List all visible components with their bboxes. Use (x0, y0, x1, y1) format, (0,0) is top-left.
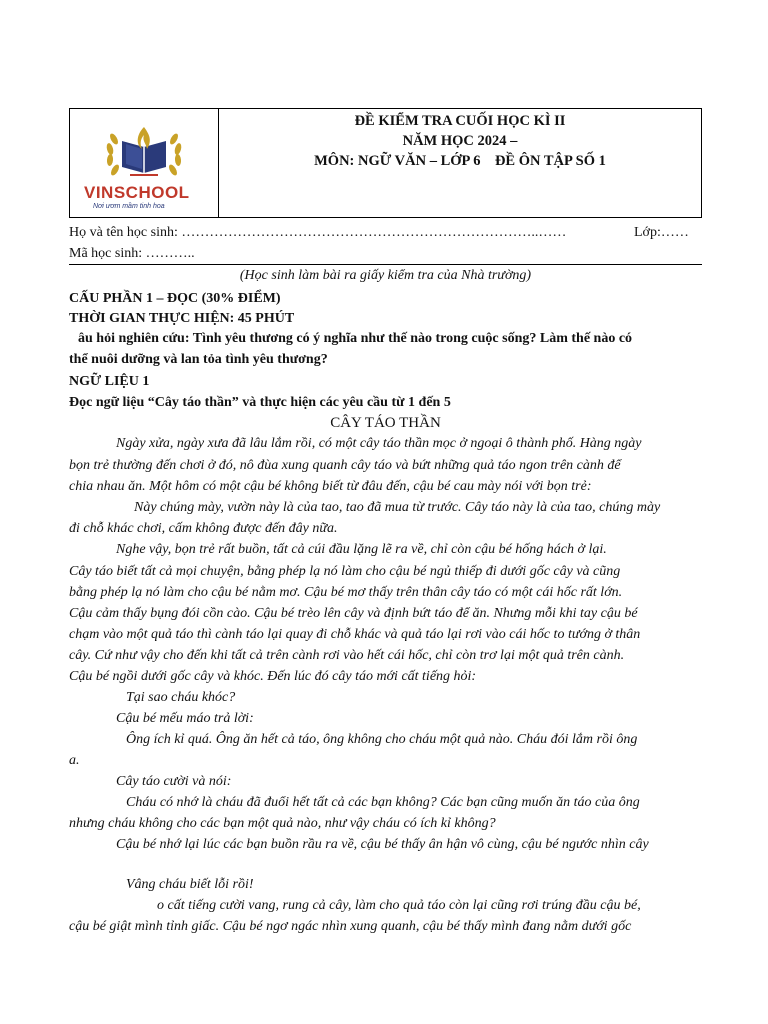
logo-slogan: Nơi ươm mầm tinh hoa (93, 203, 165, 210)
material-instruction: Đọc ngữ liệu “Cây táo thần” và thực hiện các yêu cầu từ 1 đến 5 (69, 395, 451, 410)
subject-line: MÔN: NGỮ VĂN – LỚP 6 ĐỀ ÔN TẬP SỐ 1 (314, 153, 606, 169)
story-line: Này chúng mày, vườn này là của tao, tao đã mua từ trước. Cây táo này là của tao, chúng mày (134, 500, 661, 515)
exam-header-table (69, 108, 702, 218)
story-line: Cậu cảm thấy bụng đói cồn cào. Cậu bé trèo lên cây và định bứt táo để ăn. Nhưng mỗi khi tay cậu bé (69, 606, 638, 621)
story-line: chia nhau ăn. Một hôm có một cậu bé không biết từ đâu đến, cậu bé cau mày nói với bọn trẻ: (69, 479, 592, 494)
story-line: bằng phép lạ nó làm cho cậu bé nằm mơ. Cậu bé mơ thấy trên thân cây táo có một cái hốc rất lớn. (69, 585, 623, 600)
class-field: Lớp:…… (634, 225, 689, 240)
story-line: Cháu có nhớ là cháu đã đuổi hết tất cả các bạn không? Các bạn cũng muốn ăn táo của ông (126, 795, 640, 810)
research-question-line1: âu hỏi nghiên cứu: Tình yêu thương có ý nghĩa như thế nào trong cuộc sống? Làm thế nào có (78, 331, 633, 346)
story-line: Tại sao cháu khóc? (126, 690, 236, 705)
exam-title: ĐỀ KIỂM TRA CUỐI HỌC KÌ II (354, 113, 566, 129)
story-line: Cậu bé nhớ lại lúc các bạn buồn rầu ra về, cậu bé thấy ân hận vô cùng, cậu bé ngước nhìn cây (116, 837, 649, 852)
divider (69, 264, 702, 265)
story-line: Cây táo biết tất cả mọi chuyện, bằng phép lạ nó làm cho cậu bé ngủ thiếp đi dưới gốc cây và cũng (69, 564, 621, 579)
story-title: CÂY TÁO THẦN (330, 415, 441, 431)
section-time-heading: THỜI GIAN THỰC HIỆN: 45 PHÚT (69, 311, 295, 326)
story-line: cậu bé giật mình tỉnh giấc. Cậu bé ngơ ngác nhìn xung quanh, cậu bé thấy mình đang nằm dưới gốc (69, 919, 632, 934)
story-line: Ngày xửa, ngày xưa đã lâu lắm rồi, có một cây táo thần mọc ở ngoại ô thành phố. Hàng ngày (116, 436, 642, 451)
research-question-line2: thể nuôi dưỡng và lan tỏa tình yêu thương? (69, 352, 328, 367)
story-line: chạm vào một quả táo thì cành táo lại quay đi chỗ khác và quả táo lại rơi vào cái hốc to tướng ở thân (69, 627, 641, 642)
story-line: Cây táo cười và nói: (116, 774, 232, 789)
vinschool-logo-icon (100, 119, 188, 183)
story-line: Cậu bé mếu máo trả lời: (116, 711, 254, 726)
story-line: nhưng cháu không cho các bạn một quả nào, như vậy cháu có ích kỉ không? (69, 816, 496, 831)
story-line: Cậu bé ngồi dưới gốc cây và khóc. Đến lúc đó cây táo mới cất tiếng hỏi: (69, 669, 477, 684)
story-line: a. (69, 753, 80, 768)
school-year: NĂM HỌC 2024 – (402, 133, 518, 149)
logo-cell (70, 109, 219, 217)
story-line: Vâng cháu biết lỗi rồi! (126, 877, 254, 892)
story-line: Ông ích kỉ quá. Ông ăn hết cả táo, ông không cho cháu một quả nào. Cháu đói lắm rồi ông (126, 732, 638, 747)
student-name-field: Họ và tên học sinh: …………………………………………………………………..…… (69, 225, 567, 240)
material-heading: NGỮ LIỆU 1 (69, 374, 150, 389)
story-line: Nghe vậy, bọn trẻ rất buồn, tất cả cúi đầu lặng lẽ ra về, chỉ còn cậu bé hống hách ở lại. (116, 542, 607, 557)
student-id-field: Mã học sinh: ……….. (69, 246, 195, 261)
story-line: đi chỗ khác chơi, cấm không được đến đây nữa. (69, 521, 338, 536)
logo-wordmark: VINSCHOOL (84, 183, 190, 202)
section-part-heading: CẤU PHẦN 1 – ĐỌC (30% ĐIỂM) (69, 291, 281, 306)
exam-note: (Học sinh làm bài ra giấy kiểm tra của Nhà trường) (239, 268, 532, 283)
story-line: bọn trẻ thường đến chơi ở đó, nô đùa xung quanh cây táo và bứt những quả táo ngon trên cành để (69, 458, 621, 473)
story-line: cây. Cứ như vậy cho đến khi tất cả trên cành rơi vào hết cái hốc, chỉ còn trơ lại một quả trên cành. (69, 648, 625, 663)
exam-title-block (219, 109, 701, 217)
story-line: o cất tiếng cười vang, rung cả cây, làm cho quả táo còn lại cũng rơi trúng đầu cậu bé, (157, 898, 641, 913)
